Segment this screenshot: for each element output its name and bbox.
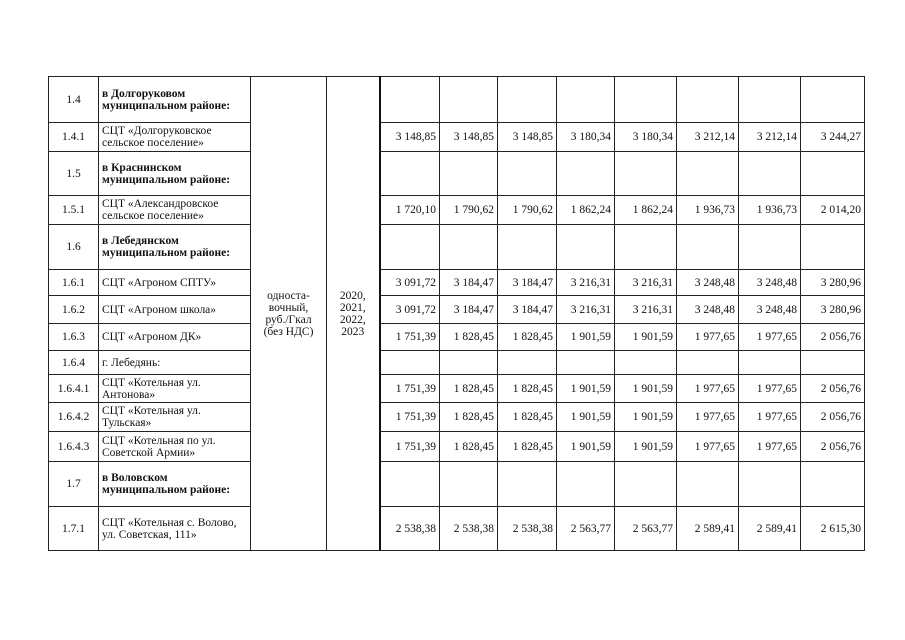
tariff-value: 1 901,59 bbox=[557, 403, 615, 432]
tariff-value bbox=[801, 351, 865, 375]
tariff-value bbox=[801, 462, 865, 507]
tariff-value: 2 538,38 bbox=[440, 507, 498, 551]
table-row bbox=[49, 351, 865, 375]
tariff-table-body bbox=[49, 77, 865, 551]
tariff-value bbox=[440, 351, 498, 375]
tariff-value bbox=[615, 462, 677, 507]
tariff-value: 1 901,59 bbox=[557, 324, 615, 351]
tariff-value: 1 977,65 bbox=[677, 432, 739, 462]
tariff-value bbox=[615, 351, 677, 375]
tariff-value: 2 056,76 bbox=[801, 375, 865, 403]
table-row bbox=[49, 324, 865, 351]
district-heading: в Воловском муниципальном районе: bbox=[99, 462, 251, 507]
tariff-value: 3 184,47 bbox=[440, 270, 498, 296]
table-row bbox=[49, 123, 865, 152]
system-name: СЦТ «Долгоруковское сельское поселение» bbox=[99, 123, 251, 152]
system-name: СЦТ «Котельная по ул. Советской Армии» bbox=[99, 432, 251, 462]
tariff-value: 1 977,65 bbox=[677, 324, 739, 351]
row-number: 1.6.4.3 bbox=[49, 432, 99, 462]
tariff-value: 2 589,41 bbox=[677, 507, 739, 551]
row-number: 1.4.1 bbox=[49, 123, 99, 152]
tariff-value bbox=[380, 225, 440, 270]
tariff-value: 1 828,45 bbox=[498, 403, 557, 432]
tariff-value: 3 091,72 bbox=[380, 296, 440, 324]
tariff-value: 3 212,14 bbox=[739, 123, 801, 152]
tariff-value bbox=[380, 152, 440, 196]
tariff-value: 1 901,59 bbox=[615, 403, 677, 432]
tariff-value bbox=[440, 462, 498, 507]
tariff-value: 2 538,38 bbox=[380, 507, 440, 551]
tariff-value: 3 148,85 bbox=[380, 123, 440, 152]
row-number: 1.4 bbox=[49, 77, 99, 123]
tariff-value: 1 936,73 bbox=[739, 196, 801, 225]
system-name: СЦТ «Котельная ул. Антонова» bbox=[99, 375, 251, 403]
row-number: 1.7.1 bbox=[49, 507, 99, 551]
tariff-value: 1 901,59 bbox=[615, 324, 677, 351]
tariff-value: 1 790,62 bbox=[498, 196, 557, 225]
tariff-value bbox=[498, 462, 557, 507]
table-row bbox=[49, 375, 865, 403]
table-row bbox=[49, 152, 865, 196]
tariff-value bbox=[801, 77, 865, 123]
tariff-value: 1 790,62 bbox=[440, 196, 498, 225]
tariff-value: 1 751,39 bbox=[380, 324, 440, 351]
tariff-value bbox=[801, 225, 865, 270]
row-number: 1.6.4.2 bbox=[49, 403, 99, 432]
tariff-unit-line: (без НДС) bbox=[263, 325, 314, 338]
tariff-value: 3 091,72 bbox=[380, 270, 440, 296]
tariff-value: 1 828,45 bbox=[440, 432, 498, 462]
tariff-value: 1 977,65 bbox=[739, 432, 801, 462]
table-row bbox=[49, 77, 865, 123]
tariff-value: 1 751,39 bbox=[380, 432, 440, 462]
tariff-value bbox=[440, 225, 498, 270]
tariff-value bbox=[615, 225, 677, 270]
table-row bbox=[49, 296, 865, 324]
tariff-table bbox=[48, 76, 865, 551]
system-name: СЦТ «Котельная с. Волово, ул. Советская, 111» bbox=[99, 507, 251, 551]
district-heading: в Долгоруковом муниципальном районе: bbox=[99, 77, 251, 123]
tariff-value: 2 563,77 bbox=[557, 507, 615, 551]
system-name: СЦТ «Агроном школа» bbox=[99, 296, 251, 324]
table-row bbox=[49, 403, 865, 432]
tariff-value: 3 184,47 bbox=[498, 296, 557, 324]
tariff-value bbox=[739, 462, 801, 507]
tariff-value: 2 615,30 bbox=[801, 507, 865, 551]
system-name: СЦТ «Агроном ДК» bbox=[99, 324, 251, 351]
tariff-value: 1 936,73 bbox=[677, 196, 739, 225]
tariff-value: 1 828,45 bbox=[498, 375, 557, 403]
tariff-value bbox=[498, 225, 557, 270]
table-row bbox=[49, 462, 865, 507]
row-number: 1.6.4 bbox=[49, 351, 99, 375]
tariff-value bbox=[739, 351, 801, 375]
tariff-value: 1 977,65 bbox=[739, 324, 801, 351]
tariff-value: 3 212,14 bbox=[677, 123, 739, 152]
tariff-value: 2 014,20 bbox=[801, 196, 865, 225]
table-row bbox=[49, 270, 865, 296]
tariff-value: 3 184,47 bbox=[498, 270, 557, 296]
tariff-value: 3 216,31 bbox=[557, 296, 615, 324]
tariff-value: 1 977,65 bbox=[739, 375, 801, 403]
tariff-value: 1 720,10 bbox=[380, 196, 440, 225]
tariff-value bbox=[801, 152, 865, 196]
row-number: 1.5 bbox=[49, 152, 99, 196]
row-number: 1.6.3 bbox=[49, 324, 99, 351]
tariff-value bbox=[615, 77, 677, 123]
tariff-value: 1 901,59 bbox=[557, 432, 615, 462]
tariff-value bbox=[380, 351, 440, 375]
tariff-value: 3 244,27 bbox=[801, 123, 865, 152]
system-name: СЦТ «Агроном СПТУ» bbox=[99, 270, 251, 296]
tariff-value bbox=[677, 462, 739, 507]
tariff-value: 3 248,48 bbox=[739, 296, 801, 324]
tariff-value: 3 148,85 bbox=[440, 123, 498, 152]
district-heading: в Лебедянском муниципальном районе: bbox=[99, 225, 251, 270]
tariff-value bbox=[380, 77, 440, 123]
tariff-value: 1 828,45 bbox=[440, 324, 498, 351]
tariff-value: 3 248,48 bbox=[739, 270, 801, 296]
tariff-value: 1 862,24 bbox=[615, 196, 677, 225]
tariff-value bbox=[380, 462, 440, 507]
row-number: 1.6.2 bbox=[49, 296, 99, 324]
tariff-year: 2020, bbox=[339, 289, 366, 302]
tariff-value: 3 248,48 bbox=[677, 270, 739, 296]
row-number: 1.6.1 bbox=[49, 270, 99, 296]
row-number: 1.6.4.1 bbox=[49, 375, 99, 403]
tariff-value bbox=[557, 152, 615, 196]
tariff-value bbox=[557, 225, 615, 270]
tariff-value: 1 901,59 bbox=[615, 432, 677, 462]
tariff-value bbox=[739, 152, 801, 196]
tariff-year: 2021, bbox=[339, 301, 366, 314]
tariff-value: 1 828,45 bbox=[440, 403, 498, 432]
tariff-value: 3 216,31 bbox=[615, 270, 677, 296]
tariff-value bbox=[677, 351, 739, 375]
tariff-value bbox=[440, 152, 498, 196]
tariff-value bbox=[498, 152, 557, 196]
tariff-value: 2 056,76 bbox=[801, 324, 865, 351]
tariff-value: 2 538,38 bbox=[498, 507, 557, 551]
system-name: г. Лебедянь: bbox=[99, 351, 251, 375]
tariff-value bbox=[557, 462, 615, 507]
tariff-unit bbox=[251, 77, 327, 551]
row-number: 1.5.1 bbox=[49, 196, 99, 225]
tariff-value: 1 977,65 bbox=[739, 403, 801, 432]
tariff-value: 3 148,85 bbox=[498, 123, 557, 152]
tariff-unit-line: руб./Гкал bbox=[265, 313, 312, 326]
tariff-years bbox=[327, 77, 380, 551]
tariff-value: 3 180,34 bbox=[615, 123, 677, 152]
tariff-value: 2 056,76 bbox=[801, 432, 865, 462]
system-name: СЦТ «Котельная ул. Тульская» bbox=[99, 403, 251, 432]
tariff-value bbox=[557, 351, 615, 375]
tariff-value bbox=[498, 351, 557, 375]
table-row bbox=[49, 196, 865, 225]
tariff-value bbox=[677, 152, 739, 196]
tariff-value bbox=[557, 77, 615, 123]
tariff-value: 1 751,39 bbox=[380, 375, 440, 403]
tariff-value: 2 589,41 bbox=[739, 507, 801, 551]
tariff-value: 3 184,47 bbox=[440, 296, 498, 324]
tariff-value: 1 828,45 bbox=[498, 432, 557, 462]
tariff-value: 3 248,48 bbox=[677, 296, 739, 324]
row-number: 1.6 bbox=[49, 225, 99, 270]
row-number: 1.7 bbox=[49, 462, 99, 507]
tariff-value bbox=[739, 77, 801, 123]
tariff-value: 3 216,31 bbox=[615, 296, 677, 324]
table-row bbox=[49, 507, 865, 551]
tariff-unit-line: вочный, bbox=[268, 301, 309, 314]
tariff-value: 1 901,59 bbox=[557, 375, 615, 403]
system-name: СЦТ «Александровское сельское поселение» bbox=[99, 196, 251, 225]
tariff-value: 3 180,34 bbox=[557, 123, 615, 152]
tariff-value: 1 828,45 bbox=[440, 375, 498, 403]
table-row bbox=[49, 225, 865, 270]
tariff-value bbox=[677, 225, 739, 270]
tariff-value: 1 751,39 bbox=[380, 403, 440, 432]
tariff-value: 3 216,31 bbox=[557, 270, 615, 296]
tariff-year: 2022, bbox=[339, 313, 366, 326]
tariff-value: 1 977,65 bbox=[677, 375, 739, 403]
tariff-value bbox=[739, 225, 801, 270]
tariff-value: 1 901,59 bbox=[615, 375, 677, 403]
tariff-value bbox=[498, 77, 557, 123]
tariff-value bbox=[615, 152, 677, 196]
tariff-year: 2023 bbox=[341, 325, 365, 338]
tariff-value: 1 828,45 bbox=[498, 324, 557, 351]
tariff-value: 2 563,77 bbox=[615, 507, 677, 551]
tariff-value: 2 056,76 bbox=[801, 403, 865, 432]
tariff-value: 1 977,65 bbox=[677, 403, 739, 432]
tariff-unit-line: односта- bbox=[267, 289, 310, 302]
tariff-value: 3 280,96 bbox=[801, 270, 865, 296]
tariff-value bbox=[677, 77, 739, 123]
table-row bbox=[49, 432, 865, 462]
tariff-value: 1 862,24 bbox=[557, 196, 615, 225]
tariff-value bbox=[440, 77, 498, 123]
district-heading: в Краснинском муниципальном районе: bbox=[99, 152, 251, 196]
tariff-value: 3 280,96 bbox=[801, 296, 865, 324]
